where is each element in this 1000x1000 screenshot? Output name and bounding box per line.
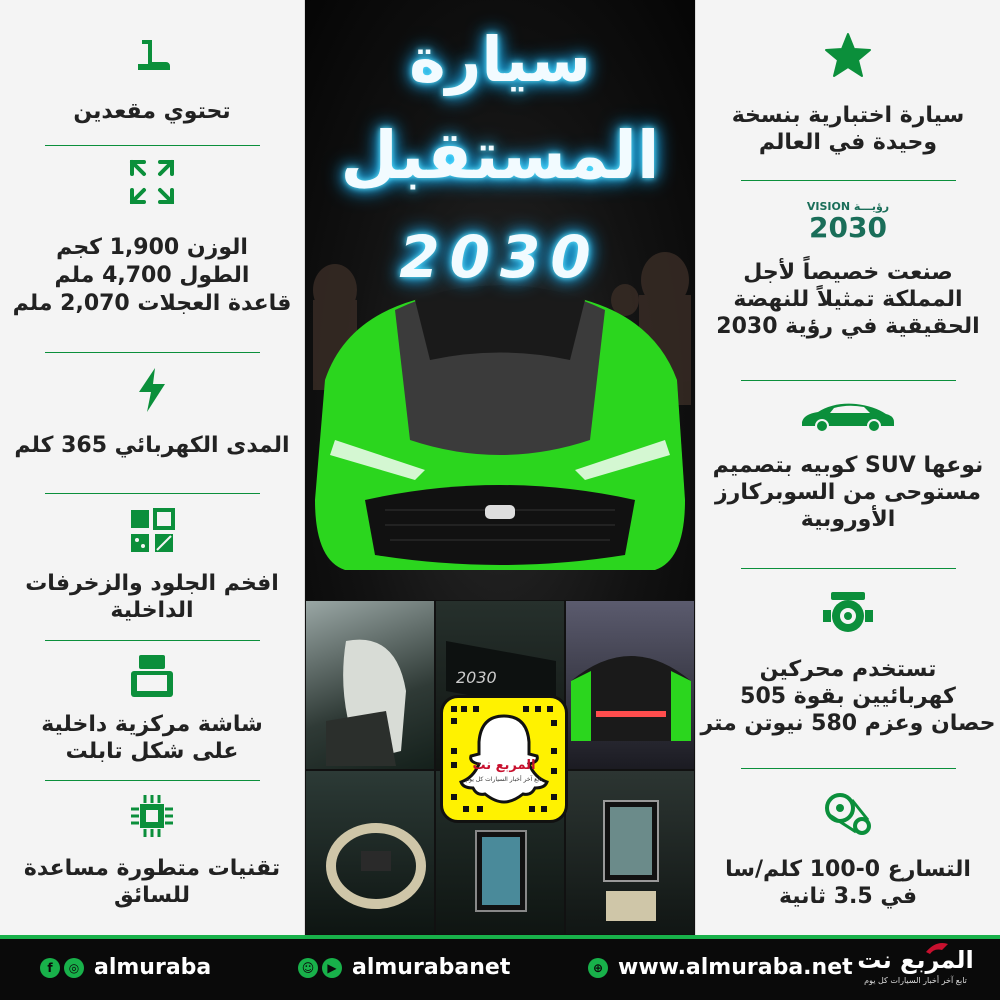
feature-text: الوزن 1,900 كجم الطول 4,700 ملم قاعدة العجلات 2,070 ملم [12,235,292,316]
feature-acceleration [696,790,1000,910]
feature-dimensions [0,158,304,318]
feature-screen [0,653,304,765]
right-features-panel [695,0,1000,935]
steering-wheel-photo [305,770,435,935]
feature-text: افخم الجلود والزخرفات الداخلية [25,571,279,623]
tablet-screen-photo [565,770,695,935]
divider [741,180,956,181]
feature-vision [696,200,1000,340]
feature-text: تستخدم محركين كهربائيين بقوة 505 حصان وعزم 580 نيوتن متر [700,657,996,736]
facebook-icon[interactable]: f [40,958,60,978]
tablet-screen-icon [129,653,175,699]
social-handle-secondary[interactable]: almurabanet [352,955,511,980]
feature-text: صنعت خصيصاً لأجل المملكة تمثيلاً للنهضة الحقيقية في رؤية 2030 [716,260,980,339]
chip-icon [129,793,175,839]
center-visual-panel [305,0,695,935]
divider [45,493,260,494]
feature-text: تقنيات متطورة مساعدة للسائق [23,856,281,908]
title-line-1: سيارة [409,23,591,96]
lightning-icon [137,368,167,412]
logo-text: المربع نت [857,946,974,974]
feature-text: نوعها SUV كوبيه بتصميم مستوحى من السوبركارز الأوروبية [712,453,984,532]
svg-text:2030: 2030 [456,668,497,687]
logo-tagline: تابع آخر أخبار السيارات كل يوم [864,976,967,985]
interior-seat-photo [305,600,435,770]
feature-text: سيارة اختبارية بنسخة وحيدة في العالم [731,103,965,155]
rear-car-photo [565,600,695,770]
youtube-icon[interactable]: ▶ [322,958,342,978]
title-year: 2030 [399,223,601,291]
vision-year: 2030 [809,211,887,244]
feature-leather [0,508,304,624]
pattern-grid-icon [129,508,175,554]
divider [45,145,260,146]
feature-text: المدى الكهربائي 365 كلم [14,433,290,458]
feature-seats [0,38,304,125]
website-link[interactable]: www.almuraba.net [618,955,853,980]
vision-text: VISION [806,200,851,213]
divider [741,568,956,569]
snapchat-snapcode[interactable] [440,695,568,823]
divider [45,780,260,781]
expand-arrows-icon [128,158,176,206]
divider [741,768,956,769]
car-hero-image [305,0,695,600]
social-handle-primary[interactable]: almuraba [94,955,212,980]
divider [45,640,260,641]
coupe-car-icon [798,398,898,432]
vision-2030-logo [798,200,898,243]
divider [741,380,956,381]
feature-driver-assist [0,793,304,909]
star-icon [824,32,872,78]
feature-motors [696,588,1000,737]
snapchat-icon[interactable]: ☺ [298,958,318,978]
title-line-2: المستقبل [340,117,660,194]
feature-body-type [696,398,1000,533]
almuraba-logo [848,938,983,993]
divider [45,352,260,353]
feature-text: شاشة مركزية داخلية على شكل تابلت [41,712,263,764]
seat-icon [132,38,172,80]
vision-arabic: رؤيـــة [853,200,890,213]
feature-range [0,368,304,459]
snapcode-brand: المربع نت [472,758,536,773]
left-features-panel [0,0,305,935]
feature-text: التسارع 0-100 كلم/سا في 3.5 ثانية [725,857,971,909]
electric-motor-icon [823,588,873,636]
photo-collage [305,600,695,935]
feature-text: تحتوي مقعدين [73,99,231,124]
snapcode-tagline: تابع آخر أخبار السيارات كل يوم [465,776,543,783]
feature-one-off [696,32,1000,156]
speedometer-belt-icon [824,790,872,836]
instagram-icon[interactable]: ◎ [64,958,84,978]
globe-icon[interactable]: ⊕ [588,958,608,978]
